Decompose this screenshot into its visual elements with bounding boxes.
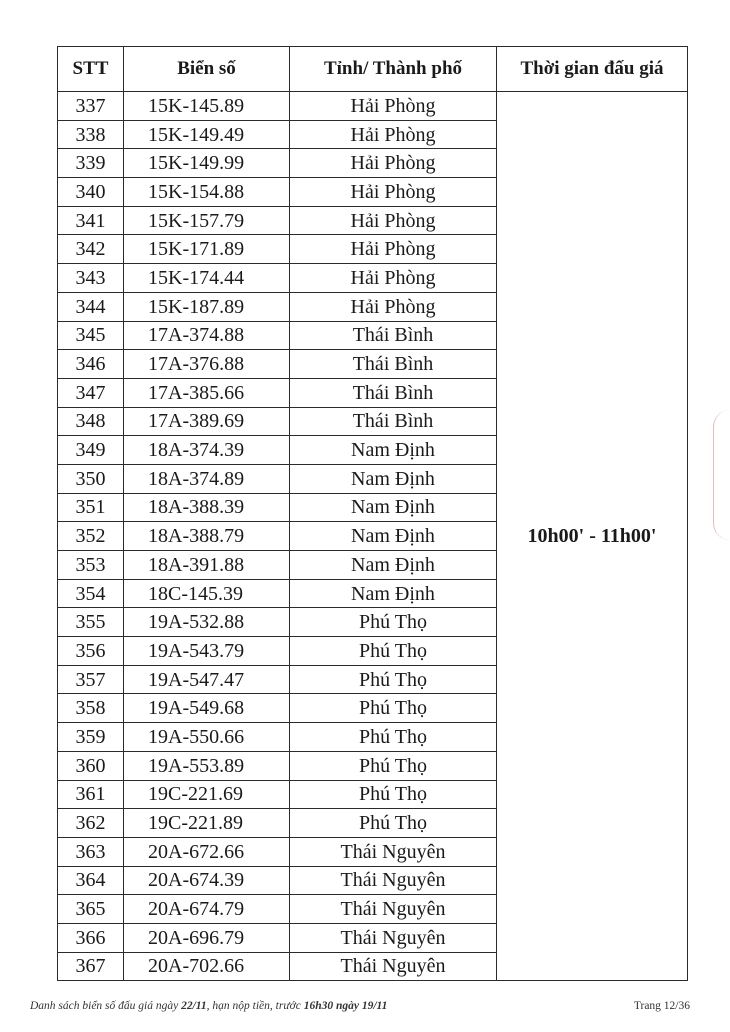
row-stt: 349 (58, 436, 124, 465)
footer-auction-date: 22/11 (181, 1000, 207, 1012)
row-plate: 17A-374.88 (124, 321, 290, 350)
row-city: Nam Định (290, 522, 497, 551)
row-stt: 360 (58, 751, 124, 780)
row-plate: 20A-674.79 (124, 895, 290, 924)
row-plate: 19A-543.79 (124, 637, 290, 666)
red-seal-stamp (713, 410, 730, 540)
row-city: Thái Nguyên (290, 895, 497, 924)
row-stt: 338 (58, 120, 124, 149)
footer-note (30, 1000, 387, 1012)
row-city: Nam Định (290, 464, 497, 493)
row-stt: 341 (58, 206, 124, 235)
row-stt: 346 (58, 350, 124, 379)
row-stt: 356 (58, 637, 124, 666)
row-plate: 19C-221.69 (124, 780, 290, 809)
row-plate: 18A-391.88 (124, 551, 290, 580)
row-plate: 20A-674.39 (124, 866, 290, 895)
row-city: Nam Định (290, 579, 497, 608)
row-plate: 18A-388.39 (124, 493, 290, 522)
row-city: Thái Bình (290, 350, 497, 379)
row-plate: 15K-187.89 (124, 292, 290, 321)
row-plate: 17A-389.69 (124, 407, 290, 436)
row-city: Hải Phòng (290, 235, 497, 264)
table-header-row (58, 47, 688, 92)
row-city: Phú Thọ (290, 809, 497, 838)
row-city: Thái Bình (290, 321, 497, 350)
row-plate: 15K-149.99 (124, 149, 290, 178)
row-city: Thái Bình (290, 407, 497, 436)
row-city: Phú Thọ (290, 723, 497, 752)
row-stt: 355 (58, 608, 124, 637)
row-plate: 17A-385.66 (124, 378, 290, 407)
row-stt: 350 (58, 464, 124, 493)
footer-deadline: 16h30 ngày 19/11 (303, 1000, 388, 1012)
row-city: Thái Nguyên (290, 837, 497, 866)
row-plate: 20A-696.79 (124, 923, 290, 952)
row-plate: 19A-549.68 (124, 694, 290, 723)
header-auction-time: Thời gian đấu giá (497, 47, 688, 92)
table-body (58, 92, 688, 981)
row-city: Thái Nguyên (290, 923, 497, 952)
row-stt: 340 (58, 178, 124, 207)
row-plate: 20A-702.66 (124, 952, 290, 981)
row-stt: 358 (58, 694, 124, 723)
row-stt: 347 (58, 378, 124, 407)
header-stt: STT (58, 47, 124, 92)
row-plate: 18A-374.39 (124, 436, 290, 465)
row-stt: 366 (58, 923, 124, 952)
row-plate: 19A-553.89 (124, 751, 290, 780)
row-city: Nam Định (290, 493, 497, 522)
row-plate: 20A-672.66 (124, 837, 290, 866)
row-stt: 342 (58, 235, 124, 264)
row-city: Hải Phòng (290, 92, 497, 121)
row-city: Phú Thọ (290, 665, 497, 694)
row-stt: 367 (58, 952, 124, 981)
row-stt: 351 (58, 493, 124, 522)
row-stt: 348 (58, 407, 124, 436)
row-plate: 18C-145.39 (124, 579, 290, 608)
row-plate: 18A-374.89 (124, 464, 290, 493)
row-stt: 362 (58, 809, 124, 838)
row-plate: 15K-171.89 (124, 235, 290, 264)
row-stt: 353 (58, 551, 124, 580)
row-city: Thái Bình (290, 378, 497, 407)
row-stt: 357 (58, 665, 124, 694)
row-city: Phú Thọ (290, 751, 497, 780)
header-plate: Biển số (124, 47, 290, 92)
row-plate: 19A-547.47 (124, 665, 290, 694)
row-city: Hải Phòng (290, 120, 497, 149)
row-plate: 17A-376.88 (124, 350, 290, 379)
row-plate: 15K-145.89 (124, 92, 290, 121)
row-stt: 343 (58, 264, 124, 293)
row-city: Nam Định (290, 551, 497, 580)
auction-time-slot: 10h00' - 11h00' (497, 92, 688, 981)
row-plate: 15K-149.49 (124, 120, 290, 149)
row-stt: 354 (58, 579, 124, 608)
header-city: Tỉnh/ Thành phố (290, 47, 497, 92)
row-city: Phú Thọ (290, 608, 497, 637)
row-plate: 19A-532.88 (124, 608, 290, 637)
row-city: Thái Nguyên (290, 952, 497, 981)
row-plate: 19C-221.89 (124, 809, 290, 838)
row-stt: 352 (58, 522, 124, 551)
page-number: Trang 12/36 (633, 1000, 690, 1012)
row-stt: 365 (58, 895, 124, 924)
row-plate: 19A-550.66 (124, 723, 290, 752)
footer-prefix: Danh sách biển số đấu giá ngày (30, 1000, 179, 1012)
footer-middle: , hạn nộp tiền, trước (206, 1000, 301, 1012)
row-city: Hải Phòng (290, 178, 497, 207)
row-stt: 364 (58, 866, 124, 895)
row-stt: 337 (58, 92, 124, 121)
row-stt: 344 (58, 292, 124, 321)
row-stt: 359 (58, 723, 124, 752)
row-city: Phú Thọ (290, 637, 497, 666)
table-row (58, 92, 688, 121)
row-city: Phú Thọ (290, 780, 497, 809)
row-stt: 345 (58, 321, 124, 350)
row-plate: 15K-154.88 (124, 178, 290, 207)
row-city: Hải Phòng (290, 292, 497, 321)
row-city: Thái Nguyên (290, 866, 497, 895)
row-stt: 339 (58, 149, 124, 178)
row-city: Phú Thọ (290, 694, 497, 723)
row-city: Hải Phòng (290, 149, 497, 178)
row-stt: 363 (58, 837, 124, 866)
row-stt: 361 (58, 780, 124, 809)
row-plate: 15K-174.44 (124, 264, 290, 293)
row-city: Hải Phòng (290, 264, 497, 293)
row-plate: 18A-388.79 (124, 522, 290, 551)
row-plate: 15K-157.79 (124, 206, 290, 235)
page-footer (30, 1000, 690, 1020)
auction-plate-table (57, 46, 688, 981)
row-city: Hải Phòng (290, 206, 497, 235)
row-city: Nam Định (290, 436, 497, 465)
